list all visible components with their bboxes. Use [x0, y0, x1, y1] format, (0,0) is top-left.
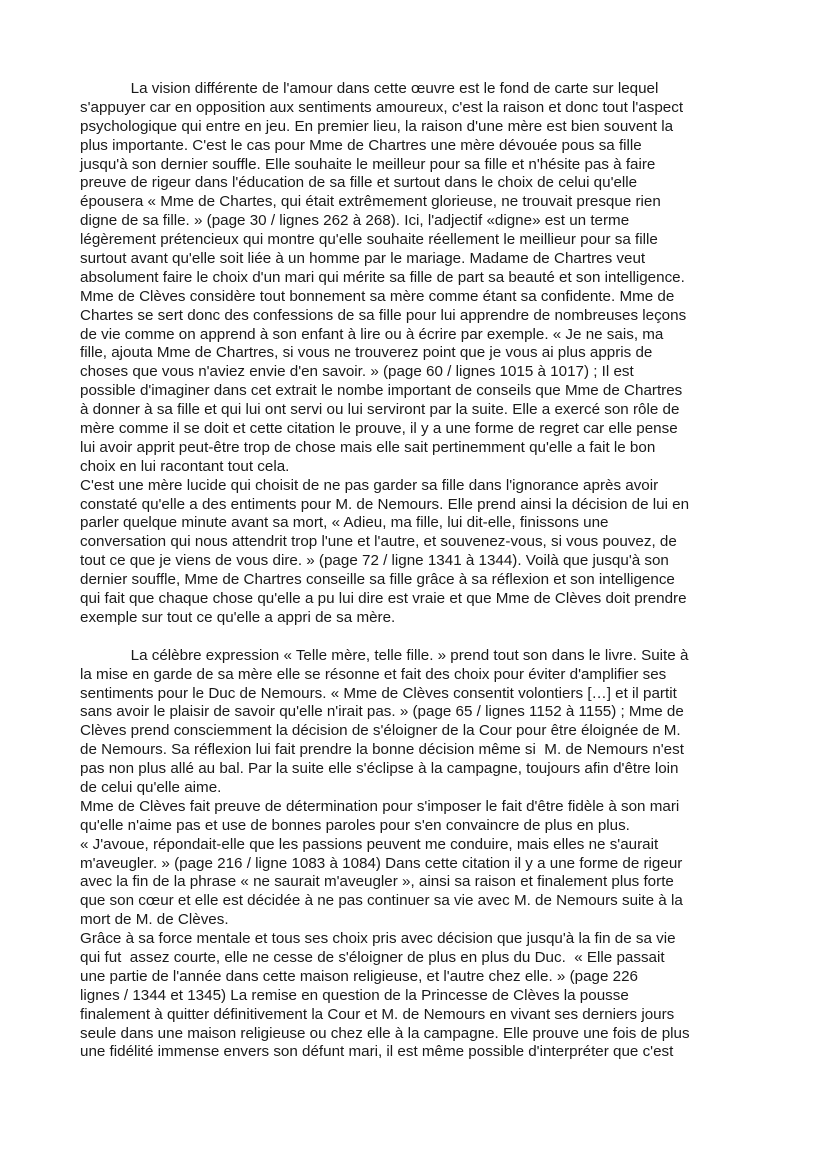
text-line: mort de M. de Clèves. — [80, 911, 229, 929]
text-line: C'est une mère lucide qui choisit de ne pas garder sa fille dans l'ignorance après avoir — [80, 476, 659, 494]
text-line: La vision différente de l'amour dans cette œuvre est le fond de carte sur lequel — [80, 80, 659, 97]
text-line: Clèves prend consciemment la décision de s'éloigner de la Cour pour être éloignée de M. — [80, 722, 681, 740]
text-line: sans avoir le plaisir de savoir qu'elle n'irait pas. » (page 65 / lignes 1152 à 1155) ; Mme de — [80, 703, 684, 721]
text-line: que son cœur et elle est décidée à ne pas continuer sa vie avec M. de Nemours suite à la — [80, 892, 683, 910]
text-line: conversation qui nous attendrit trop l'une et l'autre, et souvenez-vous, si vous pouvez, de — [80, 533, 677, 551]
text-line: s'appuyer car en opposition aux sentiments amoureux, c'est la raison et donc tout l'aspect — [80, 98, 684, 116]
text-line: de celui qu'elle aime. — [80, 778, 222, 796]
text-line: une partie de l'année dans cette maison religieuse, et l'autre chez elle. » (page 226 — [80, 967, 638, 985]
text-line: à donner à sa fille et qui lui ont servi ou lui serviront par la suite. Elle a exercé son rôle de — [80, 401, 680, 419]
text-line: Grâce à sa force mentale et tous ses choix pris avec décision que jusqu'à la fin de sa vie — [80, 930, 676, 948]
text-line: pas non plus allé au bal. Par la suite elle s'éclipse à la campagne, toujours afin d'être loin — [80, 760, 679, 778]
text-line: seule dans une maison religieuse ou chez elle à la campagne. Elle prouve une fois de plus — [80, 1024, 690, 1042]
text-line: lignes / 1344 et 1345) La remise en question de la Princesse de Clèves la pousse — [80, 986, 629, 1004]
text-line: une fidélité immense envers son défunt mari, il est même possible d'interpréter que c'est — [80, 1043, 674, 1061]
text-line: digne de sa fille. » (page 30 / lignes 262 à 268). Ici, l'adjectif «digne» est un terme — [80, 212, 630, 230]
text-line: plus importante. C'est le cas pour Mme de Chartres une mère dévouée pous sa fille — [80, 136, 642, 154]
text-line: de Nemours. Sa réflexion lui fait prendre la bonne décision même si M. de Nemours n'est — [80, 741, 684, 759]
text-line: parler quelque minute avant sa mort, « Adieu, ma fille, lui dit-elle, finissons une — [80, 514, 609, 532]
text-line: surtout avant qu'elle soit liée à un homme par le mariage. Madame de Chartres veut — [80, 250, 646, 268]
text-line: de vie comme on apprend à son enfant à lire ou à écrire par exemple. « Je ne sais, ma — [80, 325, 664, 343]
text-line: jusqu'à son dernier souffle. Elle souhaite le meilleur pour sa fille et n'hésite pas à faire — [80, 155, 656, 173]
paragraph-gap — [80, 628, 770, 647]
text-line: tout ce que je viens de vous dire. » (page 72 / ligne 1341 à 1344). Voilà que jusqu'à son — [80, 552, 669, 570]
text-line: constaté qu'elle a des entiments pour M. de Nemours. Elle prend ainsi la décision de lui en — [80, 495, 690, 513]
text-line: qui fut assez courte, elle ne cesse de s'éloigner de plus en plus du Duc. « Elle passait — [80, 948, 665, 966]
text-line: qu'elle n'aime pas et use de bonnes paroles pour s'en convaincre de plus en plus. — [80, 816, 630, 834]
text-line: Mme de Clèves considère tout bonnement sa mère comme étant sa confidente. Mme de — [80, 287, 675, 305]
text-line: finalement à quitter définitivement la Cour et M. de Nemours en vivant ses derniers jours — [80, 1005, 675, 1023]
text-line: exemple sur tout ce qu'elle a appri de sa mère. — [80, 608, 396, 626]
text-line: sentiments pour le Duc de Nemours. « Mme de Clèves consentit volontiers […] et il partit — [80, 684, 677, 702]
text-line: preuve de rigeur dans l'éducation de sa fille et surtout dans le choix de celui qu'elle — [80, 174, 638, 192]
text-line: Chartes se sert donc des confessions de sa fille pour lui apprendre de nombreuses leçons — [80, 306, 687, 324]
text-line: lui avoir apprit peut-être trop de chose mais elle sait pertinemment qu'elle a fait le bon — [80, 438, 656, 456]
text-line: avec la fin de la phrase « ne saurait m'aveugler », ainsi sa raison et finalement plus forte — [80, 873, 674, 891]
text-line: psychologique qui entre en jeu. En premier lieu, la raison d'une mère est bien souvent la — [80, 117, 674, 135]
text-line: mère comme il se doit et cette citation le prouve, il y a une forme de regret car elle pense — [80, 420, 678, 438]
text-line: dernier souffle, Mme de Chartres conseille sa fille grâce à sa réflexion et son intelligence — [80, 571, 675, 589]
text-line: épousera « Mme de Chartes, qui était extrêmement glorieuse, ne trouvait presque rien — [80, 193, 661, 211]
body-text — [80, 80, 770, 1062]
text-line: fille, ajouta Mme de Chartres, si vous ne trouverez point que je vous ai plus appris de — [80, 344, 653, 362]
text-line: « J'avoue, répondait-elle que les passions peuvent me conduire, mais elles ne s'aurait — [80, 835, 659, 853]
text-line: absolument faire le choix d'un mari qui mérite sa fille de part sa beauté et son intelligence. — [80, 268, 685, 286]
text-line: choses que vous n'aviez envie d'en savoir. » (page 60 / lignes 1015 à 1017) ; Il est — [80, 363, 634, 381]
text-line: La célèbre expression « Telle mère, telle fille. » prend tout son dans le livre. Suite à — [80, 646, 689, 664]
text-line: légèrement prétencieux qui montre qu'elle souhaite réellement le meillieur pour sa fille — [80, 231, 658, 249]
text-line: choix en lui racontant tout cela. — [80, 457, 290, 475]
text-line: m'aveugler. » (page 216 / ligne 1083 à 1084) Dans cette citation il y a une forme de rigeur — [80, 854, 683, 872]
text-line: Mme de Clèves fait preuve de détermination pour s'imposer le fait d'être fidèle à son mari — [80, 797, 680, 815]
text-line: qui fait que chaque chose qu'elle a pu lui dire est vraie et que Mme de Clèves doit prendre — [80, 590, 687, 608]
text-line: la mise en garde de sa mère elle se résonne et fait des choix pour éviter d'amplifier ses — [80, 665, 667, 683]
text-line: possible d'imaginer dans cet extrait le nombe important de conseils que Mme de Chartres — [80, 382, 683, 400]
